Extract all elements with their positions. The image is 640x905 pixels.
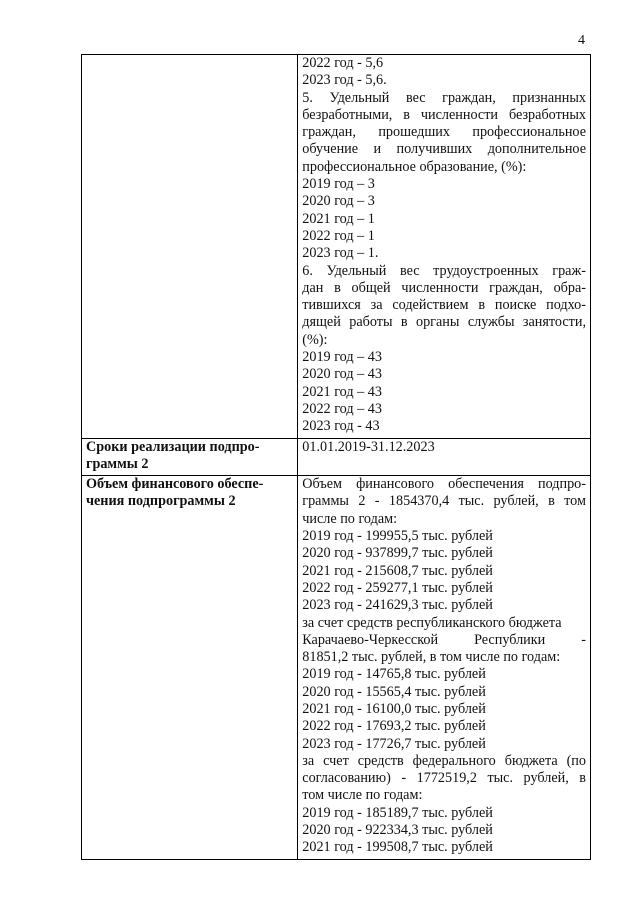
content-line: обучение и получивших дополнительное <box>302 141 586 158</box>
row-label-cell <box>82 55 298 439</box>
table-row <box>82 438 591 476</box>
content-line: тившихся за содействием в поиске подхо- <box>302 297 586 314</box>
content-line: 2019 год - 199955,5 тыс. рублей <box>302 528 493 545</box>
content-line: (%): <box>302 331 328 348</box>
row-content-cell <box>298 438 591 476</box>
page-number: 4 <box>578 33 585 48</box>
content-line: 2021 год – 1 <box>302 210 375 227</box>
content-line: 2023 год - 17726,7 тыс. рублей <box>302 735 486 752</box>
content-line: дящей работы в органы службы занятости, <box>302 314 586 331</box>
row-label-cell <box>82 438 298 476</box>
content-line: Объем финансового обеспечения подпро- <box>302 476 586 493</box>
content-line: 2022 год - 259277,1 тыс. рублей <box>302 579 493 596</box>
content-line: 2023 год – 1. <box>302 245 379 262</box>
content-line: 2023 год - 5,6. <box>302 72 387 89</box>
row-label-line: граммы 2 <box>86 455 149 472</box>
row-label-cell <box>82 476 298 860</box>
content-line: 2019 год - 185189,7 тыс. рублей <box>302 804 493 821</box>
content-line: граммы 2 - 1854370,4 тыс. рублей, в том <box>302 493 586 510</box>
content-line: 2019 год – 43 <box>302 349 382 366</box>
content-line: безработными, в численности безработных <box>302 106 586 123</box>
row-label-line: Объем финансового обеспе- <box>86 476 264 493</box>
content-line: 5. Удельный вес граждан, признанных <box>302 89 586 106</box>
content-line: 2021 год - 215608,7 тыс. рублей <box>302 562 493 579</box>
content-line: граждан, прошедших профессиональное <box>302 124 586 141</box>
content-line: дан в общей численности граждан, обра- <box>302 279 586 296</box>
content-line: числе по годам: <box>302 510 398 527</box>
row-label-line: Сроки реализации подпро- <box>86 438 260 455</box>
row-content-cell <box>298 55 591 439</box>
content-line: 2020 год - 15565,4 тыс. рублей <box>302 683 486 700</box>
row-content-cell <box>298 476 591 860</box>
passport-table <box>81 54 591 860</box>
content-line: 2020 год – 43 <box>302 366 382 383</box>
content-line: 2019 год – 3 <box>302 176 375 193</box>
table-row <box>82 55 591 439</box>
content-line: 2021 год - 199508,7 тыс. рублей <box>302 839 493 856</box>
content-line: за счет средств федерального бюджета (по <box>302 752 586 769</box>
content-line: 2022 год - 17693,2 тыс. рублей <box>302 718 486 735</box>
content-line: за счет средств республиканского бюджета <box>302 614 562 631</box>
content-line: профессиональное образование, (%): <box>302 158 527 175</box>
content-line: 2019 год - 14765,8 тыс. рублей <box>302 666 486 683</box>
content-line: 2020 год - 922334,3 тыс. рублей <box>302 822 493 839</box>
content-line: 2021 год – 43 <box>302 383 382 400</box>
content-line: 2022 год - 5,6 <box>302 55 384 71</box>
content-line: 2023 год - 241629,3 тыс. рублей <box>302 597 493 614</box>
content-line: 2020 год - 937899,7 тыс. рублей <box>302 545 493 562</box>
content-line: 2022 год – 43 <box>302 400 382 417</box>
content-line: 2021 год - 16100,0 тыс. рублей <box>302 700 486 717</box>
content-line: согласованию) - 1772519,2 тыс. рублей, в <box>302 770 586 787</box>
content-line: 2020 год – 3 <box>302 193 375 210</box>
content-line: 6. Удельный вес трудоустроенных граж- <box>302 262 586 279</box>
content-line: 01.01.2019-31.12.2023 <box>302 438 435 455</box>
content-line: 81851,2 тыс. рублей, в том числе по годам: <box>302 649 561 666</box>
row-label-line: чения подпрограммы 2 <box>86 493 236 510</box>
table-row <box>82 476 591 860</box>
content-line: 2023 год - 43 <box>302 418 380 435</box>
content-line: 2022 год – 1 <box>302 227 375 244</box>
content-line: Карачаево-Черкесской Республики - <box>302 631 586 648</box>
content-line: том числе по годам: <box>302 787 423 804</box>
